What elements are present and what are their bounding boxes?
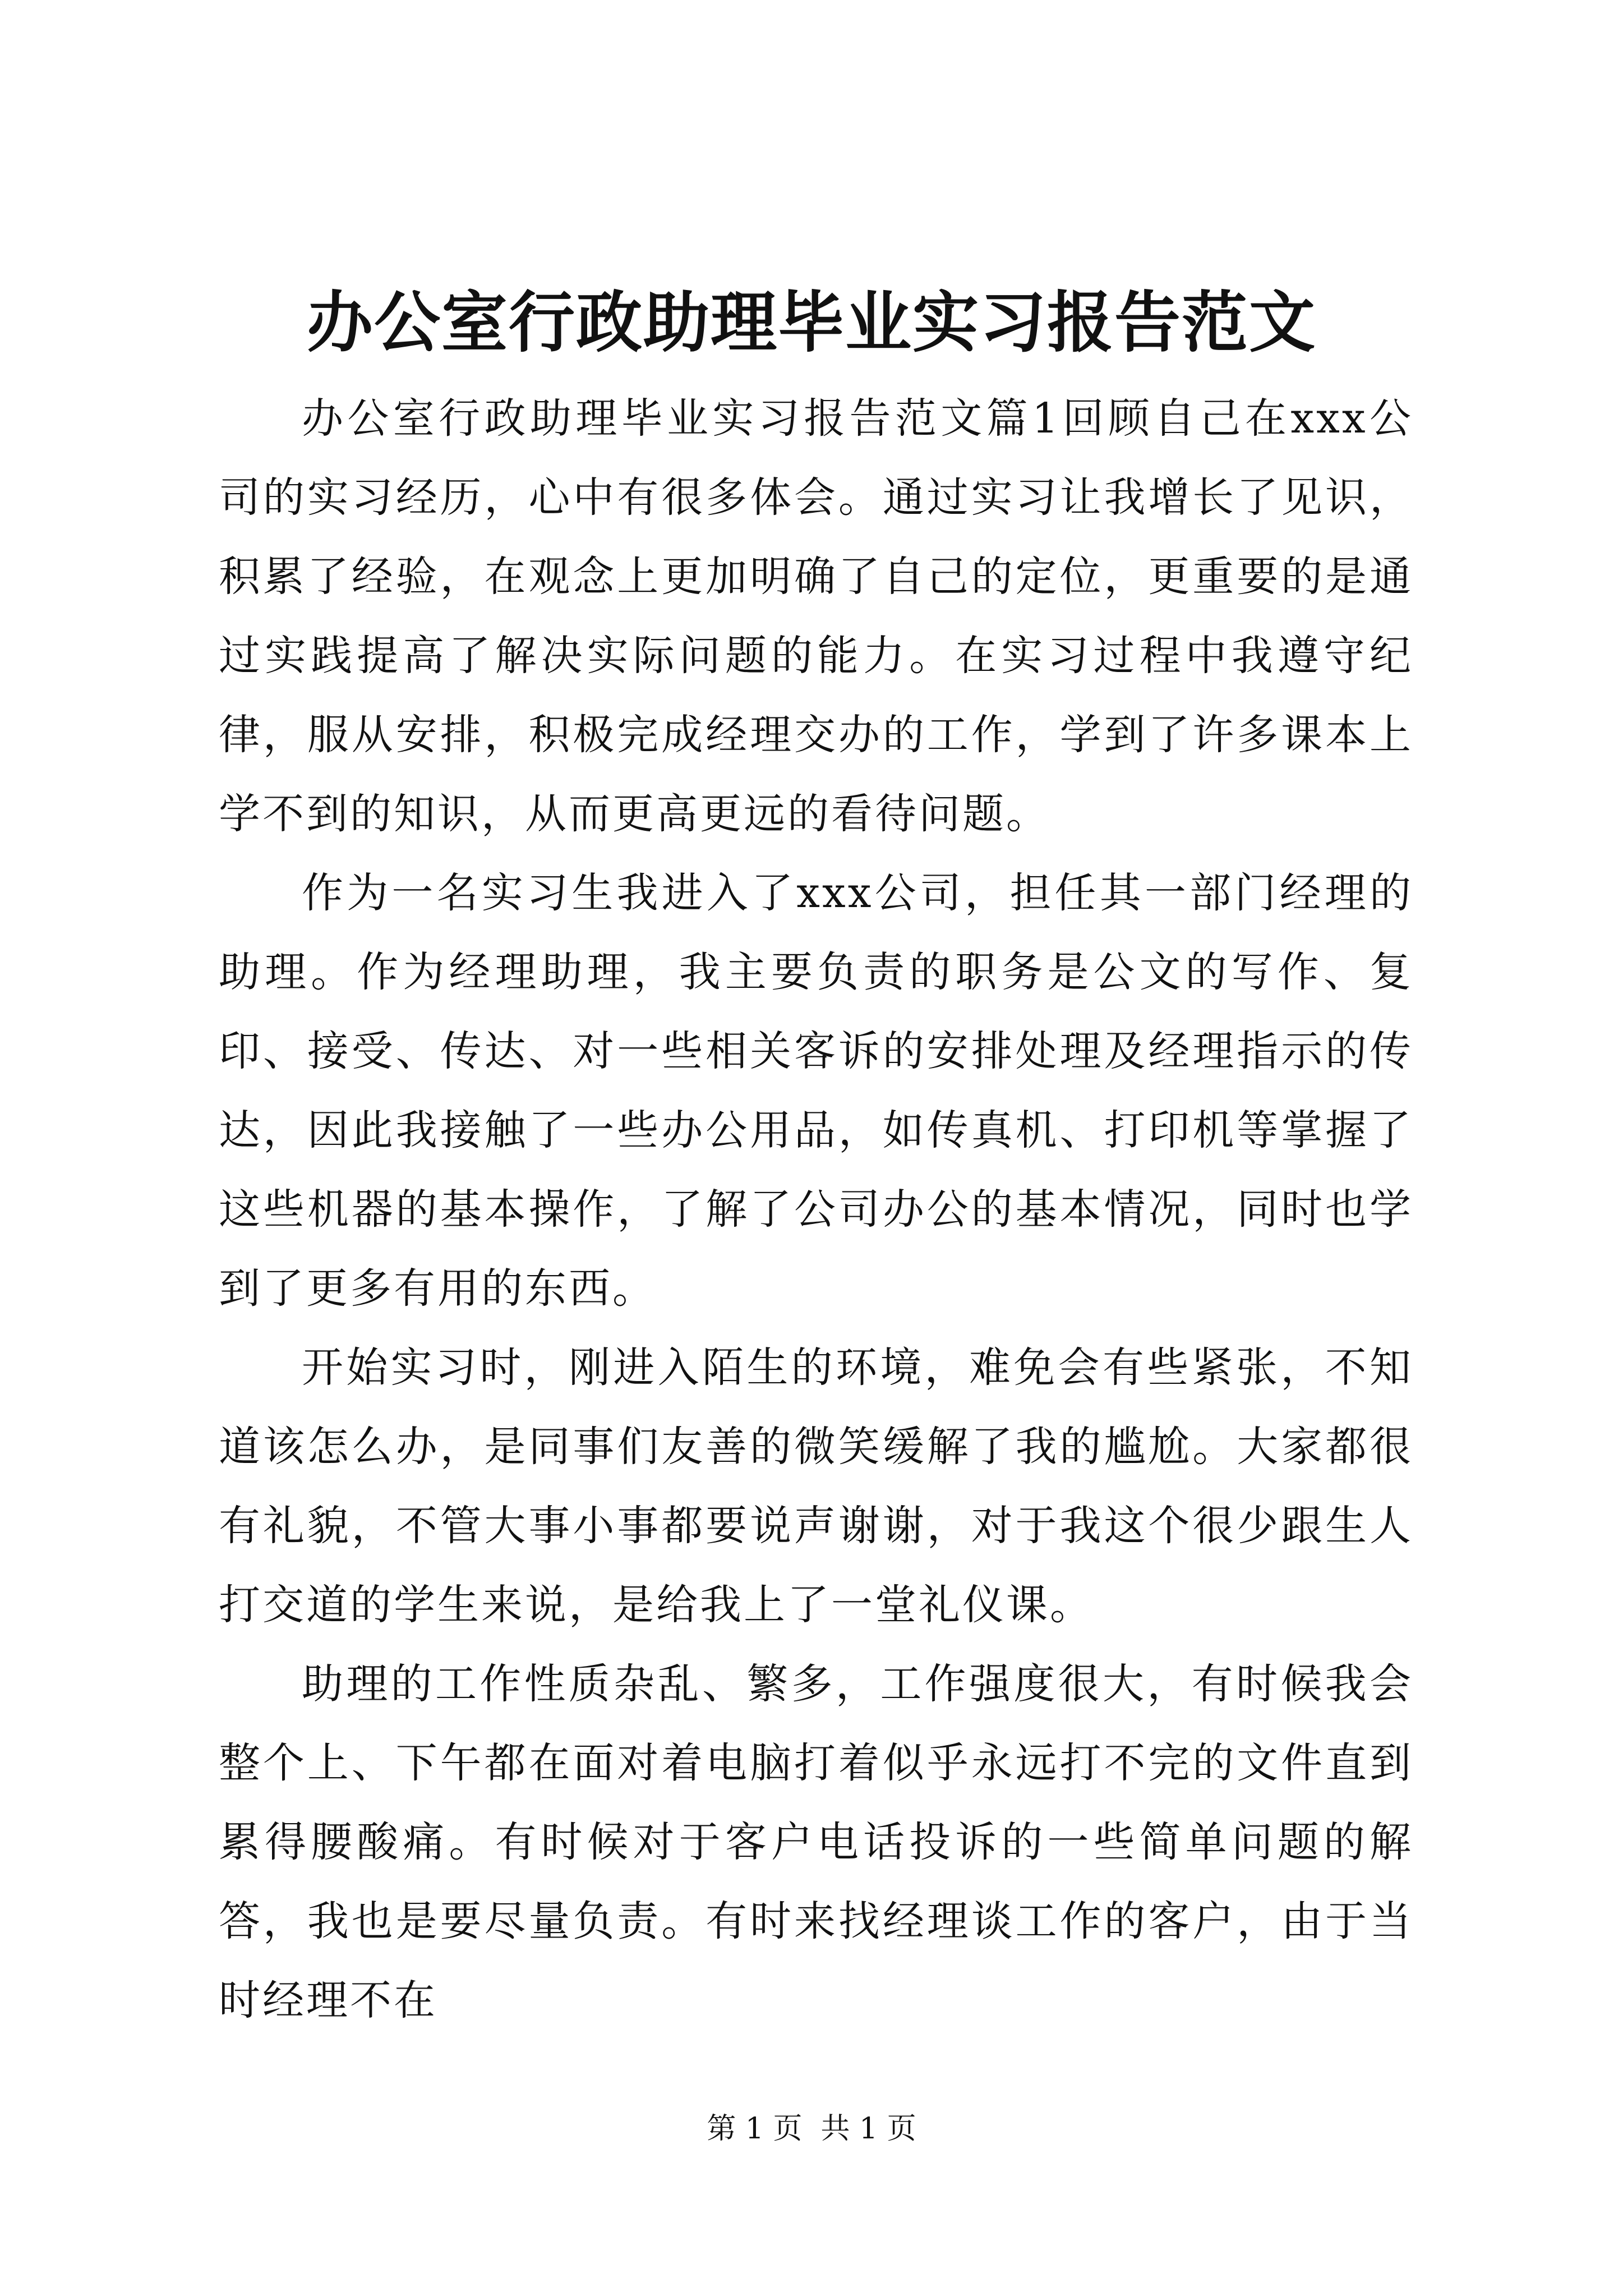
paragraph-3: 开始实习时，刚进入陌生的环境，难免会有些紧张，不知道该怎么办，是同事们友善的微笑缓解了我的尴尬。大家都很有礼貌，不管大事小事都要说声谢谢，对于我这个很少跟生人打交道的学生来说，是给我上了一堂礼仪课。 — [219, 1343, 1413, 1629]
paragraph-1: 办公室行政助理毕业实习报告范文篇1回顾自己在xxx公司的实习经历，心中有很多体会。通过实习让我增长了见识，积累了经验，在观念上更加明确了自己的定位，更重要的是通过实践提高了解决实际问题的能力。在实习过程中我遵守纪律，服从安排，积极完成经理交办的工作，学到了许多课本上学不到的知识，从而更高更远的看待问题。 — [219, 394, 1413, 838]
document-body — [219, 379, 1413, 2040]
page-footer — [0, 2109, 1623, 2148]
page-number-label: 第 1 页 共 1 页 — [707, 2112, 916, 2146]
paragraph-2: 作为一名实习生我进入了xxx公司，担任其一部门经理的助理。作为经理助理，我主要负责的职务是公文的写作、复印、接受、传达、对一些相关客诉的安排处理及经理指示的传达，因此我接触了一些办公用品，如传真机、打印机等掌握了这些机器的基本操作，了解了公司办公的基本情况，同时也学到了更多有用的东西。 — [219, 869, 1413, 1313]
paragraph-4: 助理的工作性质杂乱、繁多，工作强度很大，有时候我会整个上、下午都在面对着电脑打着似乎永远打不完的文件直到累得腰酸痛。有时候对于客户电话投诉的一些简单问题的解答，我也是要尽量负责。有时来找经理谈工作的客户，由于当时经理不在 — [219, 1660, 1413, 2024]
document-title: 办公室行政助理毕业实习报告范文 — [306, 283, 1316, 361]
